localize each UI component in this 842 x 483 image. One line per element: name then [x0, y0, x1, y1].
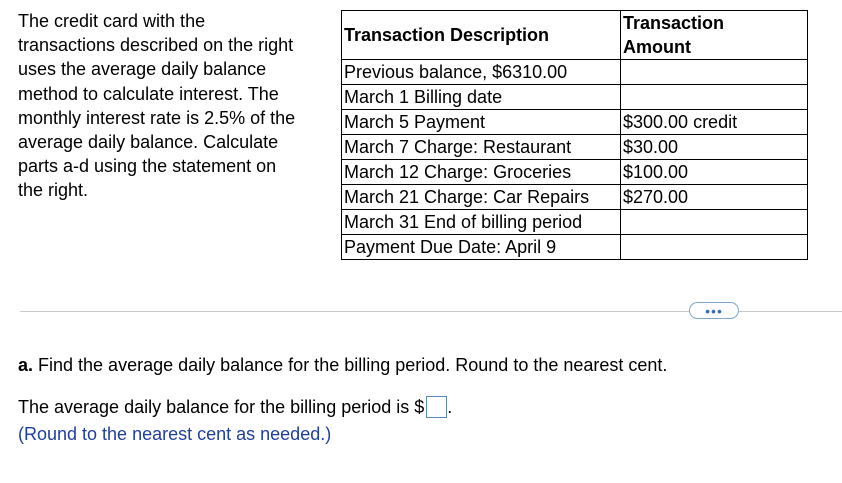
question-a-label: a.	[18, 355, 34, 375]
transactions-table	[341, 10, 808, 260]
table-row	[342, 210, 808, 235]
transaction-description: Payment Due Date: April 9	[342, 235, 621, 260]
question-a-text: Find the average daily balance for the billing period. Round to the nearest cent.	[33, 355, 668, 375]
question-a	[18, 355, 667, 376]
transaction-amount	[621, 235, 808, 260]
transaction-description: March 21 Charge: Car Repairs	[342, 185, 621, 210]
problem-statement-line: the right.	[18, 180, 89, 201]
table-row	[342, 60, 808, 85]
transaction-amount: $300.00 credit	[621, 110, 808, 135]
problem-statement-line: parts a-d using the statement on	[18, 156, 277, 177]
transaction-amount: $270.00	[621, 185, 808, 210]
problem-statement-line: transactions described on the right	[18, 35, 294, 56]
transaction-description: March 31 End of billing period	[342, 210, 621, 235]
transaction-amount	[621, 60, 808, 85]
column-header-description: Transaction Description	[342, 11, 621, 60]
rounding-hint: (Round to the nearest cent as needed.)	[18, 424, 332, 444]
answer-line	[18, 396, 452, 418]
table-row	[342, 185, 808, 210]
table-row	[342, 135, 808, 160]
problem-statement	[18, 9, 333, 203]
transaction-amount: $100.00	[621, 160, 808, 185]
table-row	[342, 160, 808, 185]
answer-prefix: The average daily balance for the billing period is $	[18, 396, 425, 417]
transaction-description: March 5 Payment	[342, 110, 621, 135]
problem-statement-line: monthly interest rate is 2.5% of the	[18, 107, 296, 128]
transaction-description: March 7 Charge: Restaurant	[342, 135, 621, 160]
more-options-button[interactable]: •••	[689, 302, 739, 319]
problem-statement-line: uses the average daily balance	[18, 59, 267, 80]
problem-statement-line: method to calculate interest. The	[18, 83, 279, 104]
table-row	[342, 235, 808, 260]
column-header-amount-line1: Transaction	[623, 13, 725, 33]
transaction-description: March 1 Billing date	[342, 85, 621, 110]
column-header-amount-line2: Amount	[623, 37, 691, 57]
transaction-description: March 12 Charge: Groceries	[342, 160, 621, 185]
transaction-description: Previous balance, $6310.00	[342, 60, 621, 85]
transaction-amount: $30.00	[621, 135, 808, 160]
table-header-row	[342, 11, 808, 60]
transaction-amount	[621, 85, 808, 110]
answer-suffix: .	[447, 396, 453, 417]
problem-statement-line: The credit card with the	[18, 11, 206, 31]
problem-statement-line: average daily balance. Calculate	[18, 132, 279, 153]
answer-input[interactable]	[426, 396, 447, 418]
transaction-amount	[621, 210, 808, 235]
table-row	[342, 110, 808, 135]
table-row	[342, 85, 808, 110]
column-header-amount	[621, 11, 808, 60]
